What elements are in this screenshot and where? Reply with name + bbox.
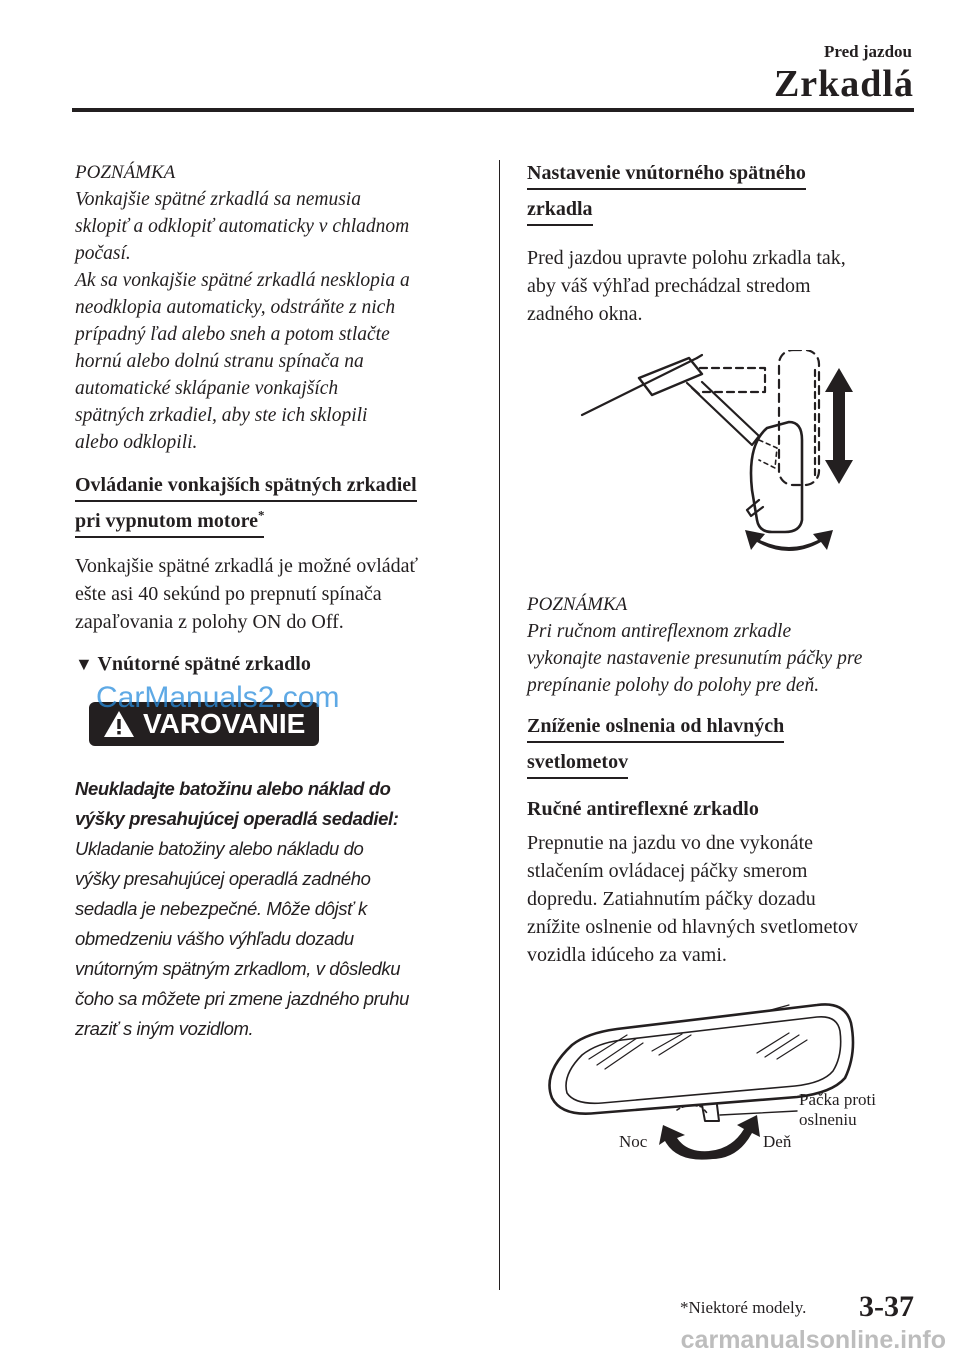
text-line: aby váš výhľad prechádzal stredom (527, 275, 811, 297)
note-line: Pri ručnom antireflexnom zrkadle (527, 621, 792, 642)
paragraph-adjust (527, 244, 922, 328)
warning-line: Ukladanie batožiny alebo nákladu do (75, 838, 364, 859)
note-line: neodklopia automaticky, odstráňte z nich (75, 297, 396, 318)
left-column (75, 160, 475, 1044)
note-line: spätných zrkadiel, aby ste ich sklopili (75, 405, 368, 426)
lever-label: Páčka proti (799, 1090, 876, 1109)
text-line: znížite oslnenie od hlavných svetlometov (527, 916, 859, 938)
triangle-bullet-icon: ▼ (75, 654, 93, 674)
heading-line: svetlometov (527, 749, 628, 779)
lever-label: oslneniu (799, 1110, 857, 1129)
text-line: zadného okna. (527, 303, 643, 325)
note-line: počasí. (75, 243, 131, 264)
text-line: vozidla idúceho za vami. (527, 944, 727, 966)
paragraph-engine-off (75, 552, 475, 636)
anti-glare-mirror-figure (527, 993, 922, 1163)
mirror-adjust-figure (527, 350, 922, 580)
warning-line: zraziť s iným vozidlom. (75, 1018, 254, 1039)
right-column (527, 160, 922, 1163)
page-number: 3-37 (859, 1290, 914, 1323)
warning-bold-line: Neukladajte batožinu alebo náklad do (75, 778, 391, 799)
footnote: *Niektoré modely. (680, 1298, 807, 1317)
warning-label: VAROVANIE (143, 708, 306, 739)
text-line: ešte asi 40 sekúnd po prepnutí spínača (75, 583, 382, 605)
note-block (75, 160, 475, 456)
note-line: prepínanie polohy do polohy pre deň. (527, 675, 820, 696)
page-title: Zrkadlá (773, 63, 914, 105)
section-heading-adjust (527, 160, 922, 232)
note-line: prípadný ľad alebo sneh a potom stlačte (75, 324, 390, 345)
night-label: Noc (619, 1132, 648, 1151)
section-label: Pred jazdou (824, 42, 912, 61)
watermark-text: CarManuals2.com (96, 681, 340, 714)
warning-body (75, 774, 475, 1044)
sub-heading: Ručné antireflexné zrkadlo (527, 798, 759, 820)
note-line: Vonkajšie spätné zrkadlá sa nemusia (75, 189, 361, 210)
note-block (527, 592, 922, 699)
text-line: zapaľovania z polohy ON do Off. (75, 611, 344, 633)
section-heading-engine-off (75, 472, 475, 544)
heading-text: pri vypnutom motore (75, 510, 258, 532)
note-title: POZNÁMKA (527, 594, 628, 615)
heading-line: Nastavenie vnútorného spätného (527, 160, 806, 190)
day-label: Deň (763, 1132, 792, 1151)
note-line: sklopiť a odklopiť automaticky v chladnom (75, 216, 410, 237)
footer-watermark: carmanualsonline.info (680, 1326, 946, 1354)
warning-line: čoho sa môžete pri zmene jazdného pruhu (75, 988, 410, 1009)
note-line: hornú alebo dolnú stranu spínača na (75, 351, 364, 372)
inner-mirror-heading (75, 650, 475, 678)
section-heading-glare (527, 713, 922, 785)
warning-line: výšky presahujúcej operadlá zadného (75, 868, 371, 889)
heading-line: Ovládanie vonkajších spätných zrkadiel (75, 472, 417, 502)
note-line: Ak sa vonkajšie spätné zrkadlá nesklopia a (75, 270, 410, 291)
text-line: Pred jazdou upravte polohu zrkadla tak, (527, 247, 846, 269)
warning-line: obmedzeniu vášho výhľadu dozadu (75, 928, 354, 949)
column-divider (499, 160, 500, 1290)
heading-line: Zníženie oslnenia od hlavných (527, 713, 784, 743)
text-line: Prepnutie na jazdu vo dne vykonáte (527, 832, 814, 854)
note-line: automatické sklápanie vonkajších (75, 378, 339, 399)
heading-text: Vnútorné spätné zrkadlo (97, 653, 311, 675)
heading-line (75, 508, 264, 538)
note-title: POZNÁMKA (75, 162, 176, 183)
warning-line: sedadla je nebezpečné. Môže dôjsť k (75, 898, 367, 919)
text-line: Vonkajšie spätné zrkadlá je možné ovládať (75, 555, 419, 577)
warning-line: vnútorným spätným zrkadlom, v dôsledku (75, 958, 401, 979)
paragraph-glare (527, 829, 922, 969)
warning-bold-line: výšky presahujúcej operadlá sedadiel: (75, 808, 399, 829)
header-divider (72, 108, 914, 112)
text-line: dopredu. Zatiahnutím páčky dozadu (527, 888, 816, 910)
footnote-marker: * (257, 507, 265, 523)
note-line: vykonajte nastavenie presunutím páčky pre (527, 648, 863, 669)
text-line: stlačením ovládacej páčky smerom (527, 860, 808, 882)
note-line: alebo odklopili. (75, 432, 198, 453)
heading-line: zrkadla (527, 196, 593, 226)
